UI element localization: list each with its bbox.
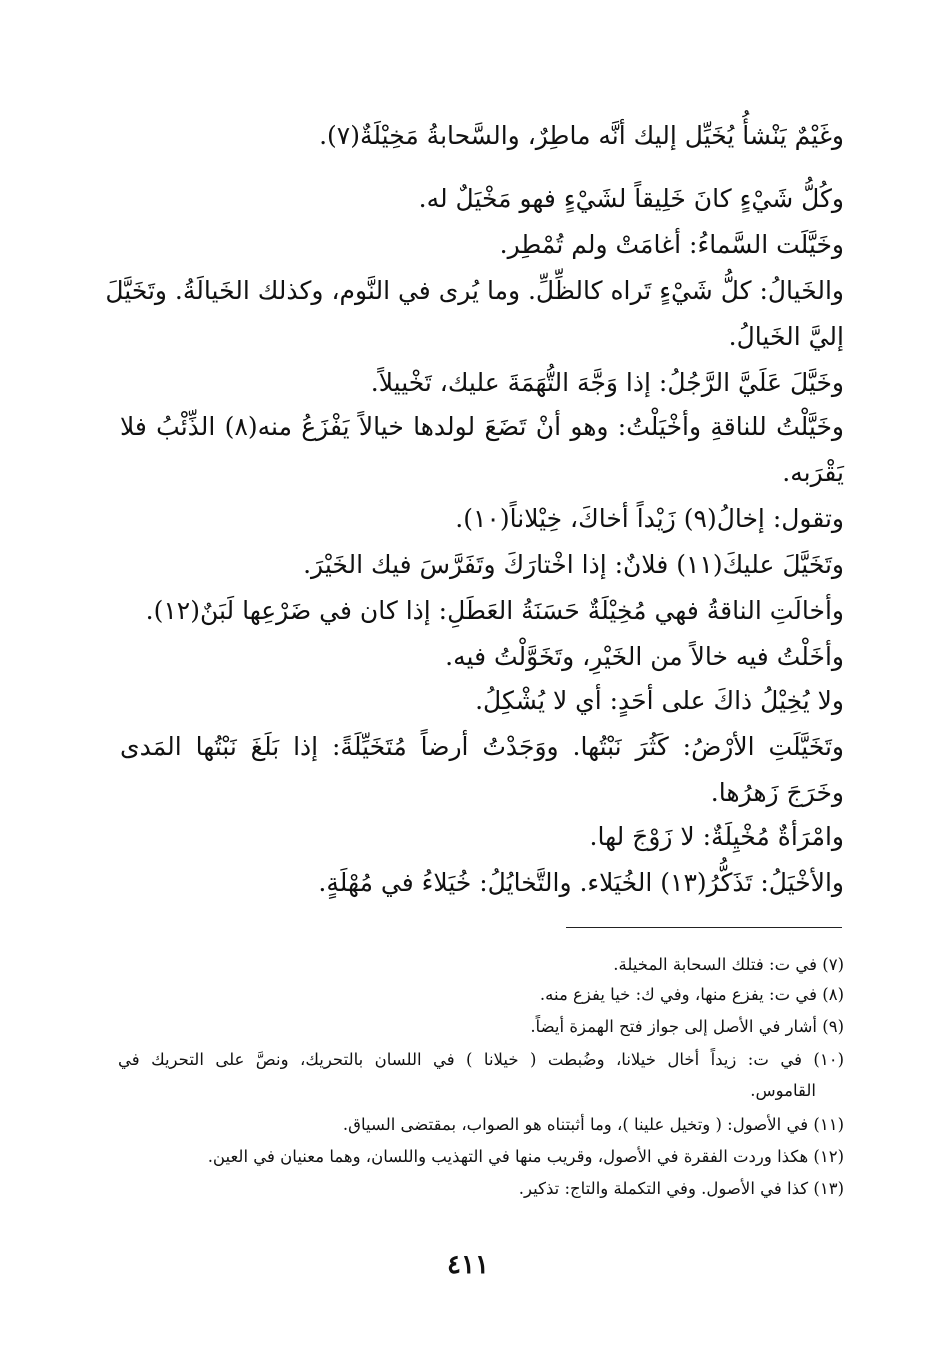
footnote: (١٠) في ت: زيداً أخال خيلانا، وضُبطت ( خيلانا ) في اللسان بالتحريك، ونصَّ على التحريك في bbox=[118, 1050, 844, 1069]
text-line: وتقول: إخالُ(٩) زَيْداً أخاكَ، خِيْلاناً(١٠). bbox=[455, 504, 844, 533]
text-line: وخَيَّلَت السَّماءُ: أغامَتْ ولم تُمْطِر. bbox=[499, 230, 844, 259]
footnote: (٩) أشار في الأصل إلى جواز فتح الهمزة أيضاً. bbox=[530, 1017, 844, 1036]
text-line: وامْرَأةٌ مُخْيِلَةٌ: لا زَوْجَ لها. bbox=[589, 822, 844, 851]
text-line: وأخَلْتُ فيه خالاً من الخَيْرِ، وتَخَوَّلْتُ فيه. bbox=[445, 642, 844, 671]
footnote: (١٢) هكذا وردت الفقرة في الأصول، وقريب منها في التهذيب واللسان، وهما معنيان في العين. bbox=[207, 1147, 844, 1166]
footnote: (٧) في ت: فتلك السحابة المخيلة. bbox=[613, 955, 844, 974]
page-number: ٤١١ bbox=[447, 1250, 489, 1280]
text-line: إليَّ الخَيالُ. bbox=[728, 322, 844, 351]
text-line: وخَيَّلَ عَلَيَّ الرَّجُلُ: إذا وَجَّهَ التُّهَمَةَ عليك، تَخْييلاً. bbox=[370, 368, 844, 397]
text-line: وخَيَّلْتُ للناقةِ وأخْيَلْتُ: وهو أنْ تَضَعَ لولدها خيالاً يَفْزَعُ منه(٨) الذِّئْبُ فلا bbox=[120, 412, 844, 441]
text-line: وغَيْمٌ يَنْشأُ يُخَيِّل إليك أنَّه ماطِرٌ، والسَّحابةُ مَخِيْلَةٌ(٧). bbox=[319, 121, 844, 150]
text-line: وخَرَجَ زَهرُها. bbox=[710, 778, 844, 807]
text-line: وأخالَتِ الناقةُ فهي مُخِيْلَةٌ حَسَنَةُ العَطَلِ: إذا كان في ضَرْعِها لَبَنٌ(١٢). bbox=[145, 596, 844, 625]
text-line: والخَيالُ: كلُّ شَيْءٍ تَراه كالظِّلِّ. وما يُرى في النَّوم، وكذلك الخَيالَةُ. وتَخَيَّلَ bbox=[105, 276, 844, 305]
text-line: وكُلُّ شَيْءٍ كانَ خَلِيقاً لشَيْءٍ فهو مَخْيَلٌ له. bbox=[418, 184, 844, 213]
footnote-continuation: القاموس. bbox=[750, 1081, 816, 1100]
text-line: يَقْرَبه. bbox=[782, 458, 844, 487]
text-line: والأخْيَلُ: تَذَكُّرُ(١٣) الخُيَلاء. والتَّخايُلُ: خُيَلاءُ في مُهْلَةٍ. bbox=[318, 868, 844, 897]
footnote: (٨) في ت: يفزع منها، وفي ك: خيا يفزع منه. bbox=[539, 985, 844, 1004]
footnote: (١٣) كذا في الأصول. وفي التكملة والتاج: تذكير. bbox=[518, 1179, 844, 1198]
text-line: وتَخَيَّلَتِ الأرْضُ: كَثُرَ نَبْتُها. ووَجَدْتُ أرضاً مُتَخَيِّلَةً: إذا بَلَغَ نَبْتُها المَدى bbox=[120, 732, 844, 761]
text-line: وتَخَيَّلَ عليكَ(١١) فلانٌ: إذا اخْتارَكَ وتَفَرَّسَ فيك الخَيْرَ. bbox=[303, 550, 844, 579]
footnote-divider bbox=[566, 927, 842, 928]
footnote: (١١) في الأصول: ( وتخيل علينا )، وما أثبتناه هو الصواب، بمقتضى السياق. bbox=[342, 1115, 844, 1134]
text-line: ولا يُخِيْلُ ذاكَ على أحَدٍ: أي لا يُشْكِلُ. bbox=[475, 686, 844, 715]
